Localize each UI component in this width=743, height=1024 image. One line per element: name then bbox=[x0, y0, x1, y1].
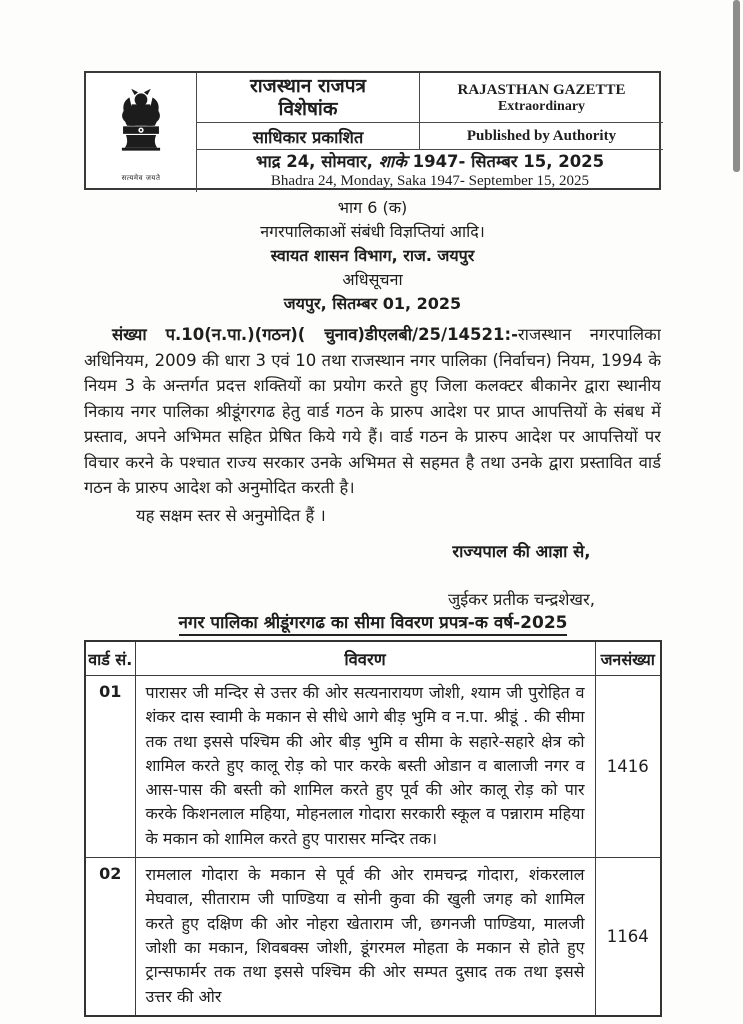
notification-number: संख्या प.10(न.पा.)(गठन)( चुनाव)डीएलबी/25/14521:- bbox=[112, 325, 518, 344]
ward-population: 1416 bbox=[595, 676, 661, 858]
scrollbar-thumb[interactable] bbox=[733, 0, 740, 172]
table-header-row bbox=[85, 641, 661, 676]
ward-number: 02 bbox=[85, 858, 135, 1016]
notification-text: राजस्थान नगरपालिका अधिनियम, 2009 की धारा 3 एवं 10 तथा राजस्थान नगर पालिका (निर्वाचन) नियम, 1994 के नियम 3 के अन्तर्गत प्रदत्त शक्तियों का प्रयोग करते हुए जिला कलक्टर बीकानेर द्वारा स्थानीय निकाय नगर पालिका श्रीडूंगरगढ हेतु वार्ड गठन के प्रारुप आदेश पर प्राप्त आपत्तियों के संबध में प्रस्ताव, अपने अभिमत सहित प्रेषित किये गये हैं। वार्ड गठन के प्रारुप आदेश पर आपत्तियों पर विचार करने के पश्चात राज्य सरकार उनके अभिमत से सहमत है तथा उनके द्वारा प्रस्तावित वार्ड गठन के प्रारुप आदेश को अनुमोदित करती है। bbox=[84, 325, 661, 497]
issue-date-english: Bhadra 24, Monday, Saka 1947- September 15, 2025 bbox=[270, 173, 590, 189]
boundary-table-title: नगर पालिका श्रीडूंगरगढ का सीमा विवरण प्रपत्र-क वर्ष-2025 bbox=[84, 610, 662, 633]
notification-paragraph bbox=[84, 322, 661, 501]
emblem-motto: सत्यमेव जयते bbox=[121, 173, 161, 182]
gazette-title-hindi-line1: राजस्थान राजपत्र bbox=[249, 74, 367, 97]
ward-population: 1164 bbox=[595, 858, 661, 1016]
emblem-cell bbox=[86, 73, 197, 192]
table-row bbox=[85, 676, 661, 858]
subject-heading: नगरपालिकाओं संबंधी विज्ञप्तियां आदि। bbox=[260, 222, 485, 241]
approval-line: यह सक्षम स्तर से अनुमोदित हैं । bbox=[136, 505, 326, 525]
header-population: जनसंख्या bbox=[595, 641, 661, 676]
signatory-name: जुईकर प्रतीक चन्द्रशेखर, bbox=[447, 589, 595, 609]
header-ward-number: वार्ड सं. bbox=[85, 641, 135, 676]
table-row bbox=[85, 858, 661, 1016]
issue-date-hindi: भाद्र 24, सोमवार, शाके 1947- सितम्बर 15, 2025 bbox=[255, 152, 605, 171]
boundary-table bbox=[84, 640, 662, 1017]
department-heading: स्वायत शासन विभाग, राज. जयपुर bbox=[270, 246, 475, 265]
notification-label: अधिसूचना bbox=[342, 270, 403, 289]
ward-number: 01 bbox=[85, 676, 135, 858]
boundary-table-section bbox=[84, 610, 662, 1017]
by-order-line: राज्यपाल की आज्ञा से, bbox=[452, 541, 591, 561]
ashoka-emblem-icon bbox=[112, 87, 170, 172]
ward-description: पारासर जी मन्दिर से उत्तर की ओर सत्यनारायण जोशी, श्याम जी पुरोहित व शंकर दास स्वामी के मकान से सीधे आगे बीड़ भुमि व न.पा. श्रीडूं . की सीमा तक तथा इससे पश्चिम की ओर बीड़ भुमि व सीमा के सहारे-सहारे क्षेत्र को शामिल करते हुए कालू रोड़ को पार करके बस्ती ओडान व बालाजी नगर व आस-पास की बस्ती को शामिल करते हुए पूर्व की ओर कालू रोड़ को पार करके किशनलाल महिया, मोहनलाल गोदारा सरकारी स्कूल व पन्नाराम महिया के मकान को शामिल करते हुए पारासर मन्दिर तक। bbox=[135, 676, 595, 858]
issue-date-cell bbox=[197, 150, 663, 192]
signature-block bbox=[420, 540, 623, 611]
ward-description: रामलाल गोदारा के मकान से पूर्व की ओर रामचन्द्र गोदारा, शंकरलाल मेघवाल, सीताराम जी पाण्डिया व सोनी कुवा की खुली जगह को शामिल करते हुए दक्षिण की ओर नोहरा खेताराम जी, छगनजी पाण्डिया, मालजी जोशी का मकान, शिवबक्स जोशी, डूंगरमल मोहता के मकान से होते हुए ट्रान्सफार्मर तक तथा इससे पश्चिम की ओर सम्पत दुसाद तक तथा इससे उत्तर की ओर bbox=[135, 858, 595, 1016]
gazette-title-english-line1: RAJASTHAN GAZETTE bbox=[457, 81, 626, 98]
masthead bbox=[84, 71, 661, 190]
gazette-title-english-line2: Extraordinary bbox=[497, 98, 586, 114]
notification-body bbox=[84, 196, 661, 610]
place-date-line: जयपुर, सितम्बर 01, 2025 bbox=[283, 294, 462, 313]
gazette-title-hindi bbox=[197, 73, 420, 123]
part-heading: भाग 6 (क) bbox=[337, 198, 408, 217]
header-description: विवरण bbox=[135, 641, 595, 676]
published-by-authority-english: Published by Authority bbox=[420, 123, 663, 150]
published-by-authority-hindi: साधिकार प्रकाशित bbox=[197, 123, 420, 150]
gazette-title-english bbox=[420, 73, 663, 123]
gazette-title-hindi-line2: विशेषांक bbox=[278, 97, 338, 120]
